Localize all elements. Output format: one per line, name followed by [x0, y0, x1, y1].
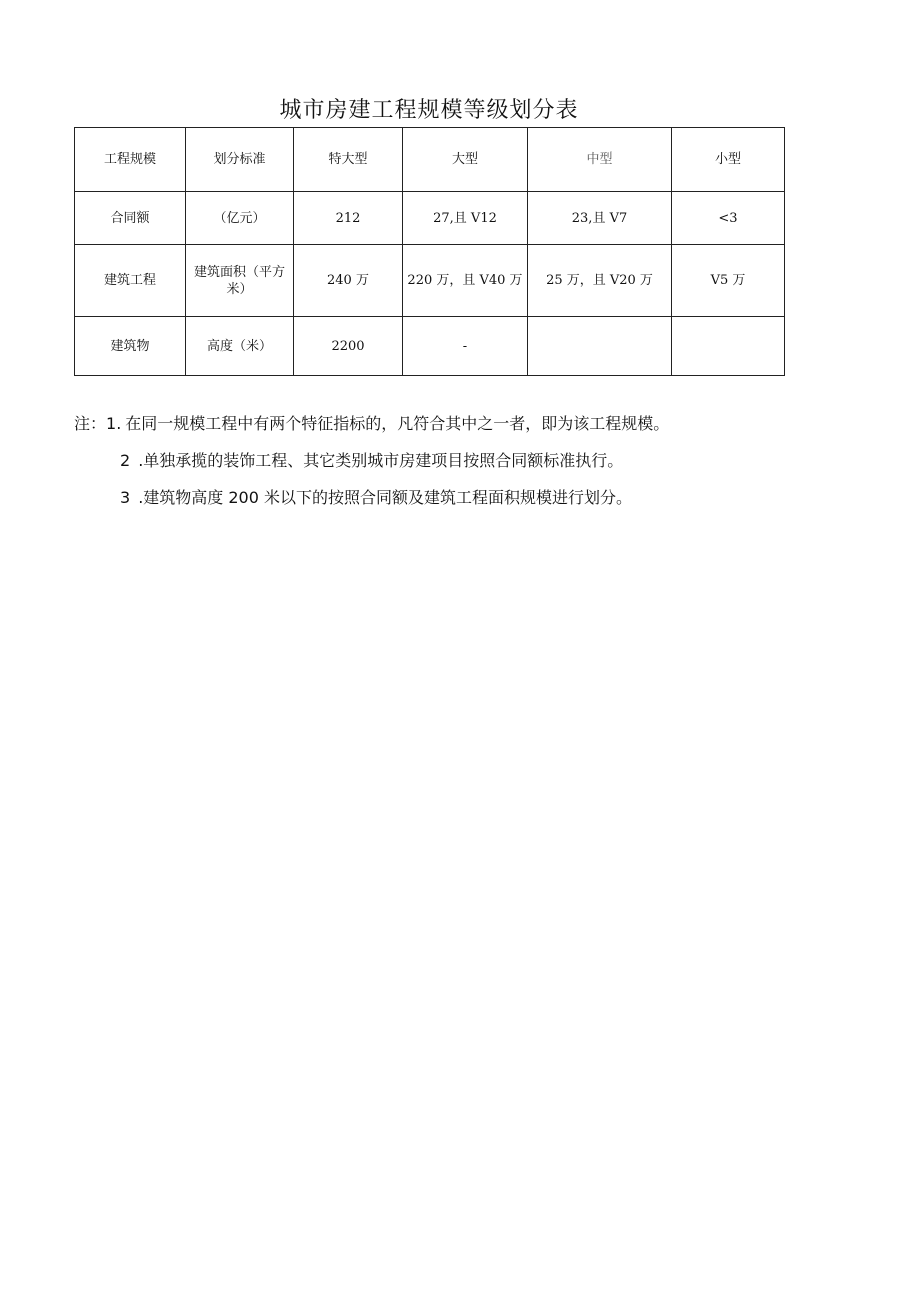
note-item-2 [74, 447, 854, 475]
notes-section [74, 410, 854, 512]
table-cell: 220 万，且 V40 万 [403, 245, 528, 317]
header-cell-extra-large: 特大型 [294, 128, 403, 192]
table-cell: 212 [294, 192, 403, 245]
page-title: 城市房建工程规模等级划分表 [279, 98, 579, 123]
table-cell: <3 [672, 192, 785, 245]
note-item-1 [74, 410, 854, 438]
header-cell-large: 大型 [403, 128, 528, 192]
row-label-building-engineering: 建筑工程 [75, 245, 186, 317]
table-cell: 240 万 [294, 245, 403, 317]
header-cell-scale: 工程规模 [75, 128, 186, 192]
row-label-building: 建筑物 [75, 317, 186, 376]
note-number: 3 [120, 488, 131, 507]
note-number: 2 [120, 451, 131, 470]
note-number: 1. [106, 414, 122, 433]
note-item-3 [74, 484, 854, 512]
header-cell-medium: 中型 [528, 128, 672, 192]
note-text: 在同一规模工程中有两个特征指标的，凡符合其中之一者，即为该工程规模。 [125, 414, 670, 433]
table-header-row [75, 128, 785, 192]
table-row [75, 245, 785, 317]
table-cell: 25 万，且 V20 万 [528, 245, 672, 317]
note-text: .建筑物高度 200 米以下的按照合同额及建筑工程面积规模进行划分。 [138, 488, 632, 507]
row-label-contract-amount: 合同额 [75, 192, 186, 245]
note-text: .单独承揽的装饰工程、其它类别城市房建项目按照合同额标准执行。 [138, 451, 624, 470]
table-cell [528, 317, 672, 376]
table-row [75, 192, 785, 245]
table-cell: 27,且 V12 [403, 192, 528, 245]
scale-classification-table [74, 127, 785, 376]
notes-prefix: 注： [74, 414, 107, 433]
table-cell: （亿元） [186, 192, 294, 245]
table-cell: - [403, 317, 528, 376]
table-row [75, 317, 785, 376]
table-cell: V5 万 [672, 245, 785, 317]
header-cell-small: 小型 [672, 128, 785, 192]
header-cell-criteria: 划分标准 [186, 128, 294, 192]
table-cell: 高度（米） [186, 317, 294, 376]
table-cell: 建筑面积（平方米） [186, 245, 294, 317]
table-cell: 2200 [294, 317, 403, 376]
table-cell: 23,且 V7 [528, 192, 672, 245]
table-cell [672, 317, 785, 376]
